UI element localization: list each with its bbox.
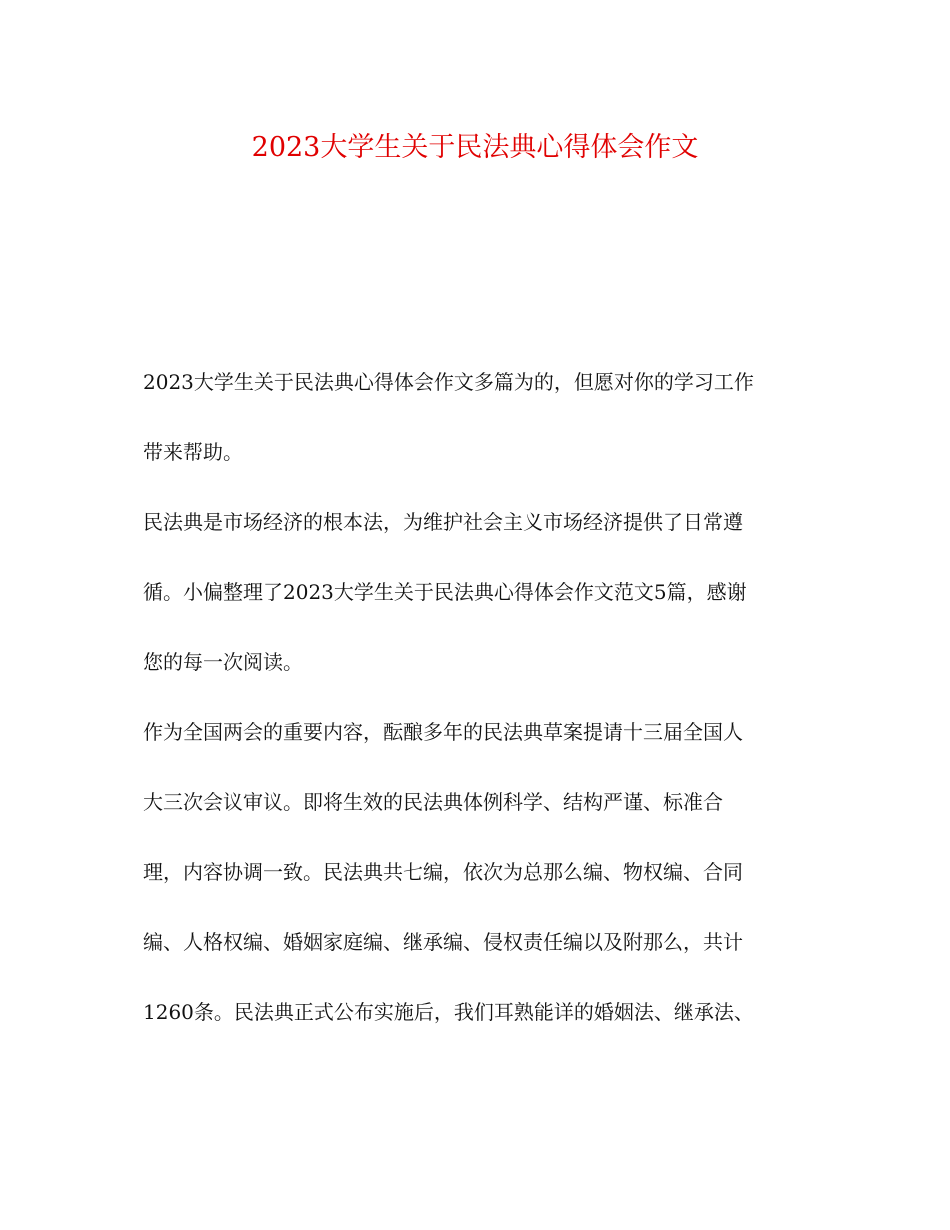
body-line: 带来帮助。	[143, 440, 243, 464]
body-line: 作为全国两会的重要内容，酝酿多年的民法典草案提请十三届全国人	[143, 720, 743, 744]
body-line: 大三次会议审议。即将生效的民法典体例科学、结构严谨、标准合	[143, 790, 723, 814]
body-line: 理，内容协调一致。民法典共七编，依次为总那么编、物权编、合同	[143, 860, 743, 884]
body-line: 2023大学生关于民法典心得体会作文多篇为的，但愿对你的学习工作	[143, 370, 754, 394]
body-line: 您的每一次阅读。	[143, 650, 303, 674]
body-line: 编、人格权编、婚姻家庭编、继承编、侵权责任编以及附那么，共计	[143, 930, 743, 954]
document-body	[143, 362, 807, 1062]
body-line: 循。小偏整理了2023大学生关于民法典心得体会作文范文5篇，感谢	[143, 580, 747, 604]
body-line: 民法典是市场经济的根本法，为维护社会主义市场经济提供了日常遵	[143, 510, 743, 534]
document-title: 2023大学生关于民法典心得体会作文	[251, 132, 699, 163]
body-line: 1260条。民法典正式公布实施后，我们耳熟能详的婚姻法、继承法、	[143, 1000, 754, 1024]
